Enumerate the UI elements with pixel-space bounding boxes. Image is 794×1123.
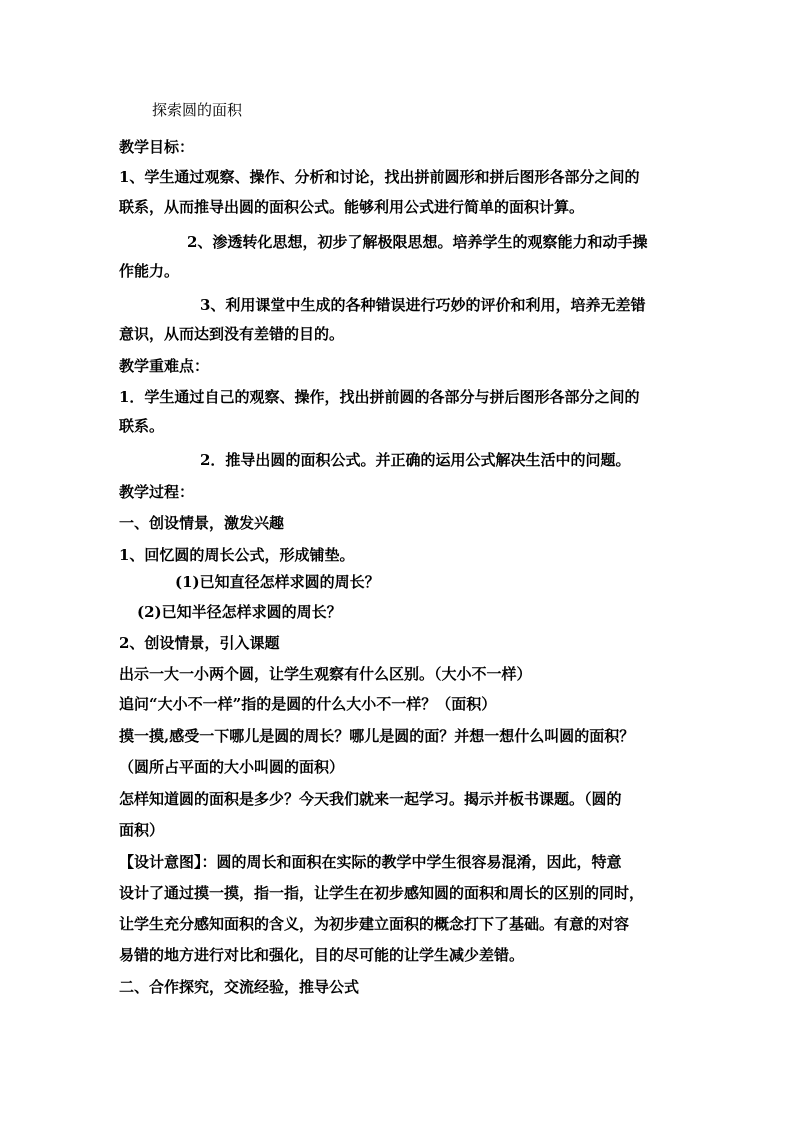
section1-line: 1、回忆圆的周长公式，形成铺垫。 (119, 546, 355, 564)
design-intent-line: 易错的地方进行对比和强化，目的尽可能的让学生减少差错。 (119, 946, 525, 964)
section1-line: （圆所占平面的大小叫圆的面积） (119, 758, 345, 776)
keypoint-line: 1．学生通过自己的观察、操作，找出拼前圆的各部分与拼后图形各部分之间的 (119, 388, 640, 406)
keypoint-line: 2．推导出圆的面积公式。并正确的运用公式解决生活中的问题。 (200, 451, 631, 469)
section1-line: (2)已知半径怎样求圆的周长？ (137, 603, 342, 621)
design-intent-line: 设计了通过摸一摸，指一指，让学生在初步感知圆的面积和周长的区别的同时， (119, 884, 645, 902)
section1-heading: 一、创设情景，激发兴趣 (119, 514, 285, 532)
section1-line: 出示一大一小两个圆，让学生观察有什么区别。（大小不一样） (119, 665, 532, 683)
keypoints-heading: 教学重难点： (119, 357, 210, 375)
section1-line: 面积） (119, 821, 165, 839)
design-intent-line: 让学生充分感知面积的含义，为初步建立面积的概念打下了基础。有意的对容 (119, 915, 630, 933)
keypoint-line: 联系。 (119, 417, 165, 435)
document-title: 探索圆的面积 (152, 101, 243, 119)
section1-line: 摸一摸,感受一下哪儿是圆的周长？哪儿是圆的面？并想一想什么叫圆的面积？ (119, 727, 635, 745)
section1-line: 怎样知道圆的面积是多少？今天我们就来一起学习。揭示并板书课题。（圆的 (119, 790, 622, 808)
section2-heading: 二、合作探究，交流经验，推导公式 (119, 978, 360, 996)
section1-line: 2、创设情景，引入课题 (119, 634, 280, 652)
objective-line: 1、学生通过观察、操作、分析和讨论，找出拼前圆形和拼后图形各部分之间的 (119, 168, 640, 186)
section1-line: 追问“大小不一样”指的是圆的什么大小不一样？（面积） (119, 695, 497, 713)
objective-line: 3、利用课堂中生成的各种错误进行巧妙的评价和利用，培养无差错 (200, 296, 646, 314)
objective-line: 联系，从而推导出圆的面积公式。能够利用公式进行简单的面积计算。 (119, 198, 585, 216)
design-intent-line: 【设计意图】：圆的周长和面积在实际的教学中学生很容易混淆，因此，特意 (119, 853, 622, 871)
objective-line: 作能力。 (119, 262, 180, 280)
objective-line: 意识，从而达到没有差错的目的。 (119, 325, 345, 343)
objective-line: 2、渗透转化思想，初步了解极限思想。培养学生的观察能力和动手操 (187, 233, 648, 251)
objectives-heading: 教学目标： (119, 138, 195, 156)
process-heading: 教学过程： (119, 483, 195, 501)
section1-line: (1)已知直径怎样求圆的周长？ (175, 573, 380, 591)
